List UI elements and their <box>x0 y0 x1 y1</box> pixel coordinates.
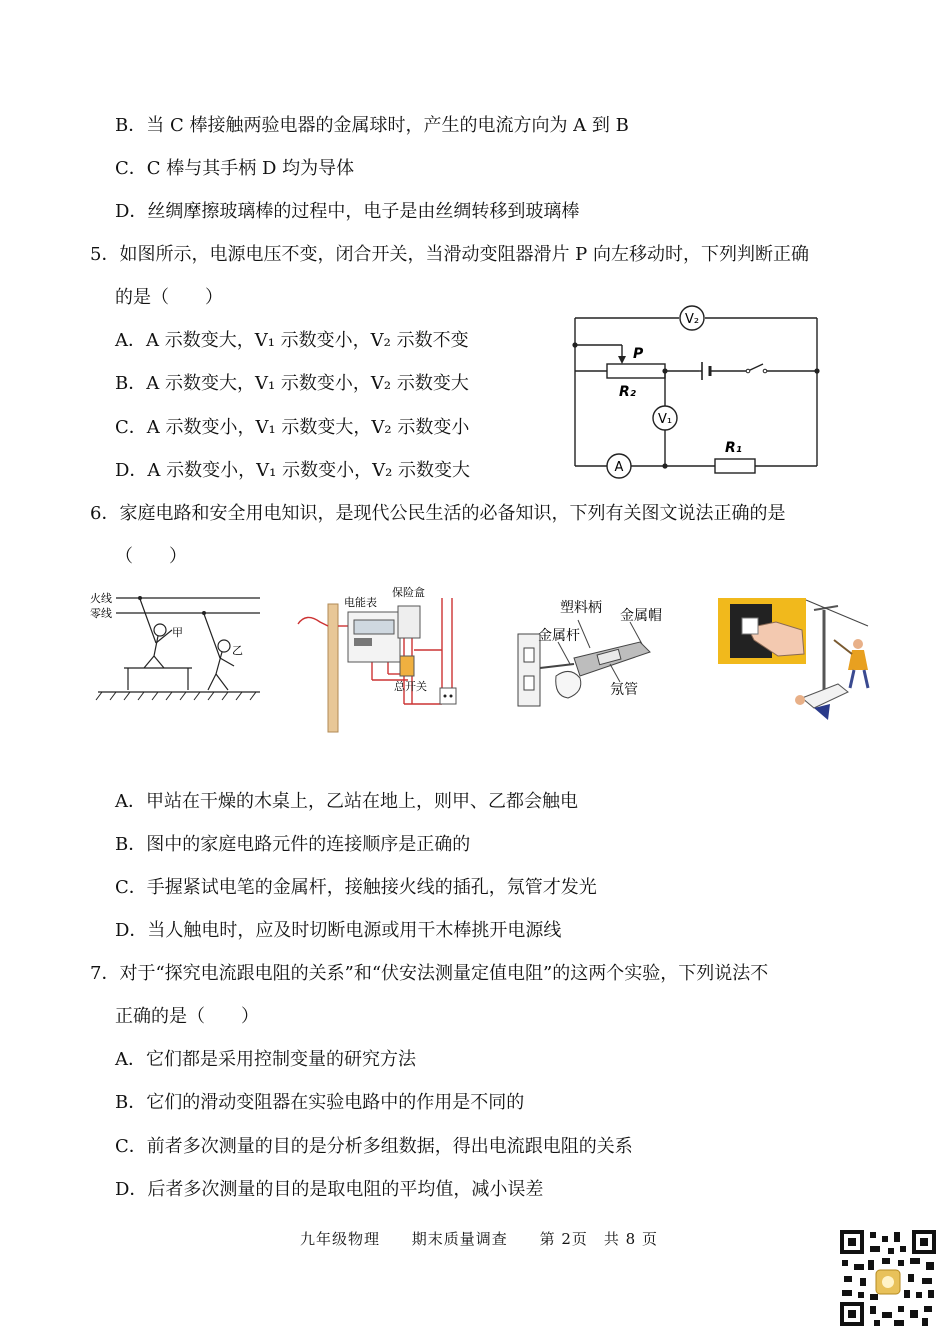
neutral-wire-label: 零线 <box>90 607 112 620</box>
q7-option-b: B．它们的滑动变阻器在实验电路中的作用是不同的 <box>115 1092 525 1113</box>
slider-p-label: P <box>633 346 644 362</box>
metal-rod-label: 金属杆 <box>538 628 580 644</box>
qr-code-icon <box>838 1228 938 1328</box>
q6-figure-household-wiring <box>292 584 472 736</box>
neon-tube-label: 氖管 <box>610 682 638 698</box>
q6-figure-electric-shock <box>88 588 263 708</box>
q5-circuit-diagram <box>565 300 830 485</box>
person-yi-label: 乙 <box>232 644 243 657</box>
slider-arrow-icon <box>618 356 626 364</box>
fusebox-label: 保险盒 <box>392 586 425 599</box>
q6-option-b: B．图中的家庭电路元件的连接顺序是正确的 <box>115 834 471 855</box>
ammeter-label: A <box>614 460 624 475</box>
plastic-handle-label: 塑料柄 <box>560 600 602 616</box>
q5-stem-line2: 的是（ ） <box>115 287 223 308</box>
r2-label: R₂ <box>619 384 636 400</box>
main-switch-label: 总开关 <box>394 680 427 693</box>
q4-option-b: B．当 C 棒接触两验电器的金属球时，产生的电流方向为 A 到 B <box>115 115 629 136</box>
v1-label: V₁ <box>657 412 673 427</box>
footer-exam: 期末质量调查 <box>411 1230 508 1248</box>
q6-figure-rescue <box>718 596 873 724</box>
q7-stem-line1: 7．对于“探究电流跟电阻的关系”和“伏安法测量定值电阻”的这两个实验，下列说法不 <box>90 963 769 984</box>
q5-option-c: C．A 示数变小，V₁ 示数变大，V₂ 示数变小 <box>115 417 470 438</box>
q4-option-d: D．丝绸摩擦玻璃棒的过程中，电子是由丝绸转移到玻璃棒 <box>115 201 580 222</box>
q6-option-a: A．甲站在干燥的木桌上，乙站在地上，则甲、乙都会触电 <box>115 791 578 812</box>
live-wire-label: 火线 <box>90 592 112 605</box>
v2-label: V₂ <box>684 312 700 327</box>
person-jia-label: 甲 <box>172 626 183 639</box>
q7-option-a: A．它们都是采用控制变量的研究方法 <box>115 1049 416 1070</box>
meter-label: 电能表 <box>344 596 377 609</box>
q7-stem-line2: 正确的是（ ） <box>115 1006 259 1027</box>
q5-stem-line1: 5．如图所示，电源电压不变，闭合开关，当滑动变阻器滑片 P 向左移动时，下列判断正确 <box>90 244 810 265</box>
page-footer <box>300 1228 684 1249</box>
q7-option-c: C．前者多次测量的目的是分析多组数据，得出电流跟电阻的关系 <box>115 1136 633 1157</box>
q7-option-d: D．后者多次测量的目的是取电阻的平均值，减小误差 <box>115 1179 544 1200</box>
q6-option-c: C．手握紧试电笔的金属杆，接触接火线的插孔，氖管才发光 <box>115 877 597 898</box>
r1-label: R₁ <box>725 440 742 456</box>
footer-grade: 九年级物理 <box>300 1230 381 1248</box>
q6-stem-line2: （ ） <box>115 546 187 567</box>
q6-stem-line1: 6．家庭电路和安全用电知识，是现代公民生活的必备知识，下列有关图文说法正确的是 <box>90 503 786 524</box>
q5-option-a: A．A 示数变大，V₁ 示数变小，V₂ 示数不变 <box>115 330 469 351</box>
q5-option-d: D．A 示数变小，V₁ 示数变小，V₂ 示数变大 <box>115 460 471 481</box>
q4-option-c: C．C 棒与其手柄 D 均为导体 <box>115 158 355 179</box>
q6-figure-test-pen <box>510 592 685 717</box>
q5-option-b: B．A 示数变大，V₁ 示数变小，V₂ 示数变大 <box>115 373 469 394</box>
metal-cap-label: 金属帽 <box>620 608 662 624</box>
footer-page-number: 第 2页 共 8 页 <box>539 1230 658 1248</box>
q6-option-d: D．当人触电时，应及时切断电源或用干木棒挑开电源线 <box>115 920 562 941</box>
